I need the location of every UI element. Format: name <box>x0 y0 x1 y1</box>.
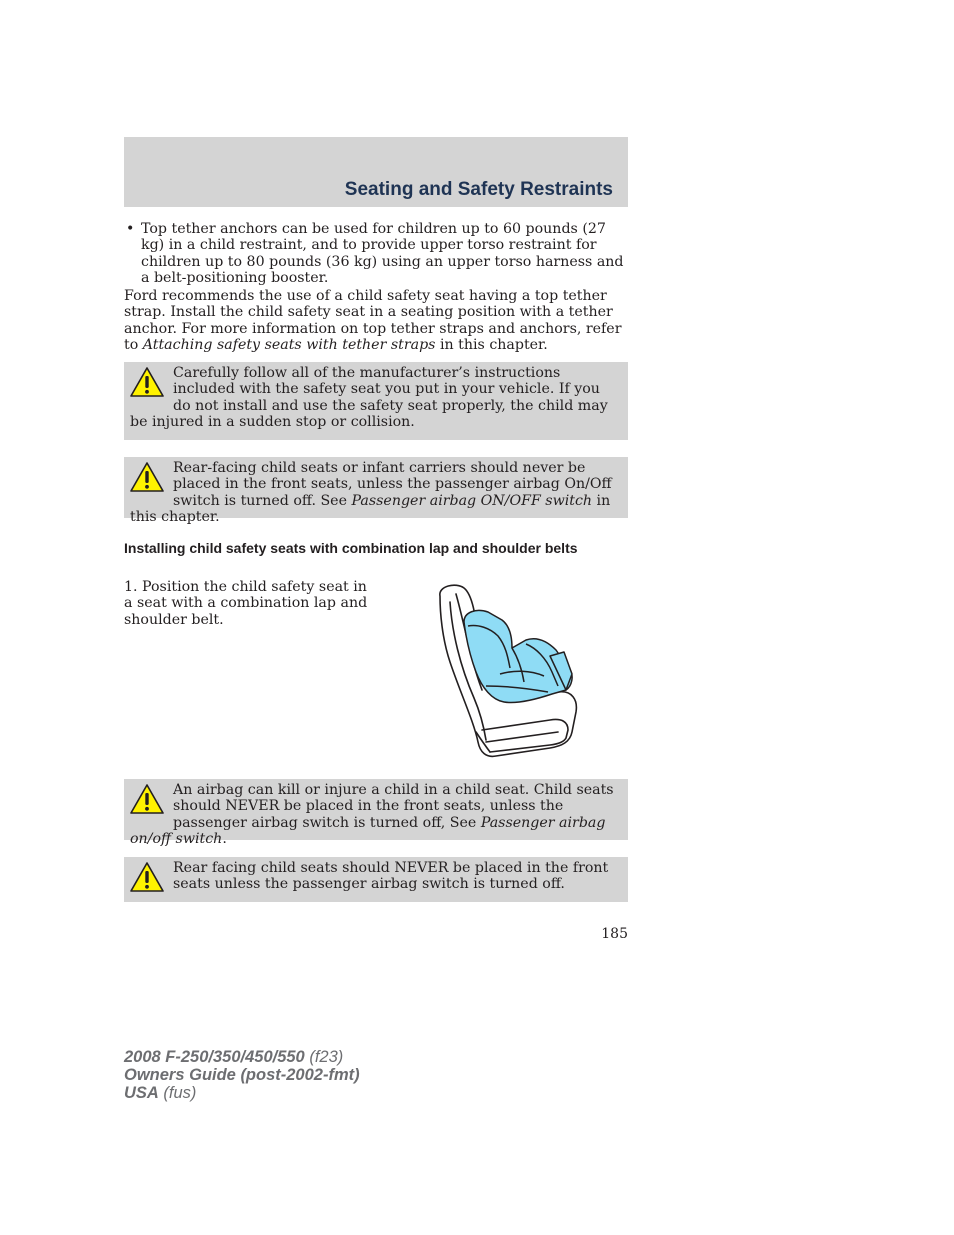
footer-edition <box>124 1048 360 1102</box>
warning-icon <box>130 783 164 815</box>
warning-box-2 <box>124 457 628 526</box>
warning-reference: Passenger airbag on/off switch <box>130 814 606 848</box>
warning-text: Rear facing child seats should NEVER be placed in the front seats unless the passenger airbag switch is turned off. <box>173 860 609 893</box>
warning-box-1 <box>124 362 628 440</box>
tether-paragraph-text: Ford recommends the use of a child safety seat having a top tether strap. Install the child safety seat in a seating position with a tether anchor. For more information on top tether straps and anchors, refer to <box>124 288 622 354</box>
warning-text: An airbag can kill or injure a child in a child seat. Child seats should NEVER be placed in the front seats, unless the passenger airbag switch is turned off, See <box>173 782 614 831</box>
bullet-dot: • <box>126 221 135 237</box>
warning-tail: in this chapter. <box>130 492 611 526</box>
warning-text: Carefully follow all of the manufacturer’s instructions included with the safety seat you put in your vehicle. If you do not install and use the safety seat properly, the child may be injured in a sudden stop or collision. <box>130 365 608 431</box>
page-number: 185 <box>601 926 628 942</box>
tether-reference-link: Attaching safety seats with tether straps <box>142 337 436 354</box>
header-band <box>124 137 628 207</box>
warning-icon <box>130 461 164 493</box>
tether-paragraph <box>124 288 624 354</box>
footer-market-code: (fus) <box>158 1084 197 1102</box>
footer-model: 2008 F-250/350/450/550 <box>124 1048 305 1066</box>
step-1-text: 1. Position the child safety seat in a seat with a combination lap and shoulder belt. <box>124 579 368 628</box>
page-title: Seating and Safety Restraints <box>344 179 613 200</box>
warning-icon <box>130 366 164 398</box>
tether-paragraph-tail: in this chapter. <box>435 337 548 354</box>
child-seat-illustration <box>430 582 580 760</box>
warning-reference: Passenger airbag ON/OFF switch <box>351 492 593 509</box>
bullet-item <box>124 221 624 287</box>
warning-box-3 <box>124 779 628 848</box>
footer-guide: Owners Guide (post-2002-fmt) <box>124 1066 360 1084</box>
warning-text: Rear-facing child seats or infant carriers should never be placed in the front seats, unless the passenger airbag On/Off switch is turned off. See <box>173 460 612 509</box>
footer-model-code: (f23) <box>304 1048 344 1066</box>
bullet-text: Top tether anchors can be used for children up to 60 pounds (27 kg) in a child restraint, and to provide upper torso restraint for children up to 80 pounds (36 kg) using an upper torso harness and a belt-positioning booster. <box>141 221 624 287</box>
section-heading: Installing child safety seats with combination lap and shoulder belts <box>124 540 578 556</box>
warning-icon <box>130 861 164 893</box>
warning-box-4 <box>124 857 628 902</box>
warning-tail: . <box>222 831 227 848</box>
footer-market: USA <box>124 1084 159 1102</box>
